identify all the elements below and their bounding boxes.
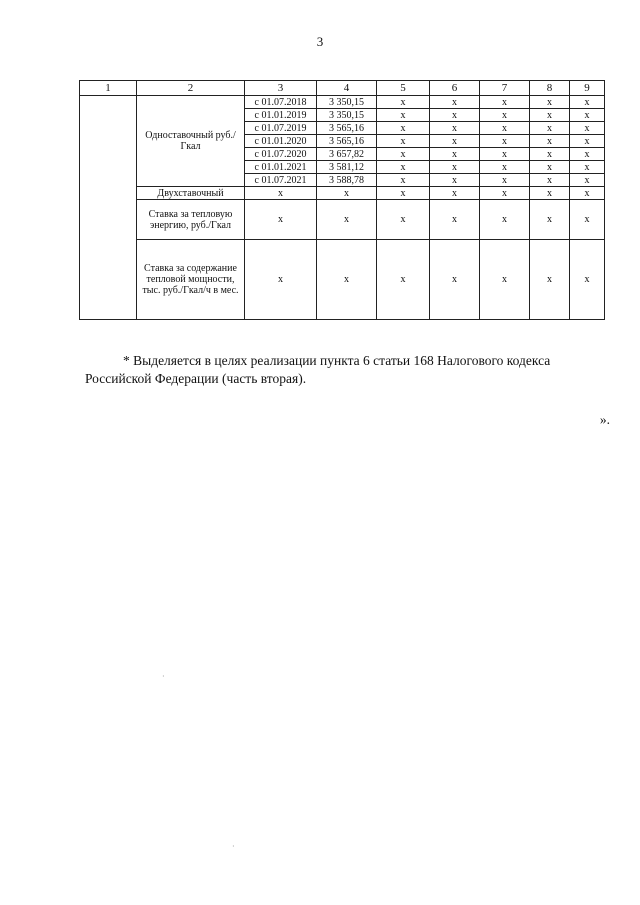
tariff-value-cell: 3 350,15 (317, 96, 377, 109)
na-cell: х (530, 148, 570, 161)
tariff-table (79, 80, 605, 320)
na-cell: х (317, 187, 377, 200)
period-cell: с 01.07.2019 (245, 122, 317, 135)
na-cell: х (530, 240, 570, 320)
closing-quote-mark: ». (599, 412, 610, 427)
tariff-value-cell: 3 350,15 (317, 109, 377, 122)
na-cell: х (317, 200, 377, 240)
na-cell: х (430, 187, 480, 200)
tariff-value-cell: 3 657,82 (317, 148, 377, 161)
table-row (80, 240, 605, 320)
one-part-rate-label: Одноставочный руб./Гкал (137, 96, 245, 187)
na-cell: х (317, 240, 377, 320)
na-cell: х (480, 161, 530, 174)
na-cell: х (377, 135, 430, 148)
capacity-rate-label: Ставка за содержание тепловой мощности, тыс. руб./Гкал/ч в мес. (137, 240, 245, 320)
tariff-value-cell: 3 588,78 (317, 174, 377, 187)
table-row (80, 200, 605, 240)
na-cell: х (430, 135, 480, 148)
na-cell: х (430, 96, 480, 109)
na-cell: х (530, 187, 570, 200)
na-cell: х (530, 174, 570, 187)
na-cell: х (480, 148, 530, 161)
table-row (80, 187, 605, 200)
na-cell: х (377, 109, 430, 122)
na-cell: х (430, 161, 480, 174)
na-cell: х (377, 200, 430, 240)
tariff-value-cell: 3 581,12 (317, 161, 377, 174)
period-cell: с 01.07.2020 (245, 148, 317, 161)
na-cell: х (570, 200, 605, 240)
period-cell: с 01.01.2020 (245, 135, 317, 148)
tariff-value-cell: 3 565,16 (317, 122, 377, 135)
column-header: 2 (137, 81, 245, 96)
column-header: 9 (570, 81, 605, 96)
na-cell: х (570, 96, 605, 109)
period-cell: с 01.07.2021 (245, 174, 317, 187)
column-header: 6 (430, 81, 480, 96)
na-cell: х (530, 161, 570, 174)
na-cell: х (377, 161, 430, 174)
na-cell: х (570, 122, 605, 135)
na-cell: х (430, 148, 480, 161)
na-cell: х (377, 96, 430, 109)
na-cell: х (245, 187, 317, 200)
na-cell: х (430, 174, 480, 187)
na-cell: х (377, 148, 430, 161)
na-cell: х (480, 187, 530, 200)
period-cell: с 01.01.2019 (245, 109, 317, 122)
na-cell: х (430, 122, 480, 135)
column-header: 7 (480, 81, 530, 96)
column-header: 5 (377, 81, 430, 96)
period-cell: с 01.01.2021 (245, 161, 317, 174)
column-header: 4 (317, 81, 377, 96)
na-cell: х (430, 240, 480, 320)
na-cell: х (430, 109, 480, 122)
na-cell: х (245, 240, 317, 320)
scan-speck: · (162, 672, 165, 681)
na-cell: х (480, 174, 530, 187)
na-cell: х (480, 109, 530, 122)
na-cell: х (570, 109, 605, 122)
na-cell: х (480, 240, 530, 320)
table-row (80, 96, 605, 109)
na-cell: х (570, 148, 605, 161)
two-part-rate-label: Двухставочный (137, 187, 245, 200)
na-cell: х (570, 161, 605, 174)
na-cell: х (530, 135, 570, 148)
period-cell: с 01.07.2018 (245, 96, 317, 109)
na-cell: х (570, 187, 605, 200)
column-header: 8 (530, 81, 570, 96)
na-cell: х (480, 135, 530, 148)
na-cell: х (480, 200, 530, 240)
energy-rate-label: Ставка за тепловую энергию, руб./Гкал (137, 200, 245, 240)
na-cell: х (377, 174, 430, 187)
footnote: * Выделяется в целях реализации пункта 6 статьи 168 Налогового кодекса Российской Федерации (часть вторая). (85, 353, 551, 386)
na-cell: х (530, 200, 570, 240)
na-cell: х (480, 96, 530, 109)
column-header: 3 (245, 81, 317, 96)
na-cell: х (377, 240, 430, 320)
tariff-value-cell: 3 565,16 (317, 135, 377, 148)
na-cell: х (245, 200, 317, 240)
na-cell: х (570, 174, 605, 187)
na-cell: х (377, 122, 430, 135)
na-cell: х (480, 122, 530, 135)
table-header-row (80, 81, 605, 96)
page-number: 3 (316, 34, 324, 49)
scan-speck: · (232, 842, 235, 851)
column-header: 1 (80, 81, 137, 96)
na-cell: х (377, 187, 430, 200)
na-cell: х (530, 109, 570, 122)
na-cell: х (530, 96, 570, 109)
na-cell: х (530, 122, 570, 135)
na-cell: х (570, 240, 605, 320)
na-cell: х (430, 200, 480, 240)
group-cell-empty (80, 96, 137, 320)
na-cell: х (570, 135, 605, 148)
